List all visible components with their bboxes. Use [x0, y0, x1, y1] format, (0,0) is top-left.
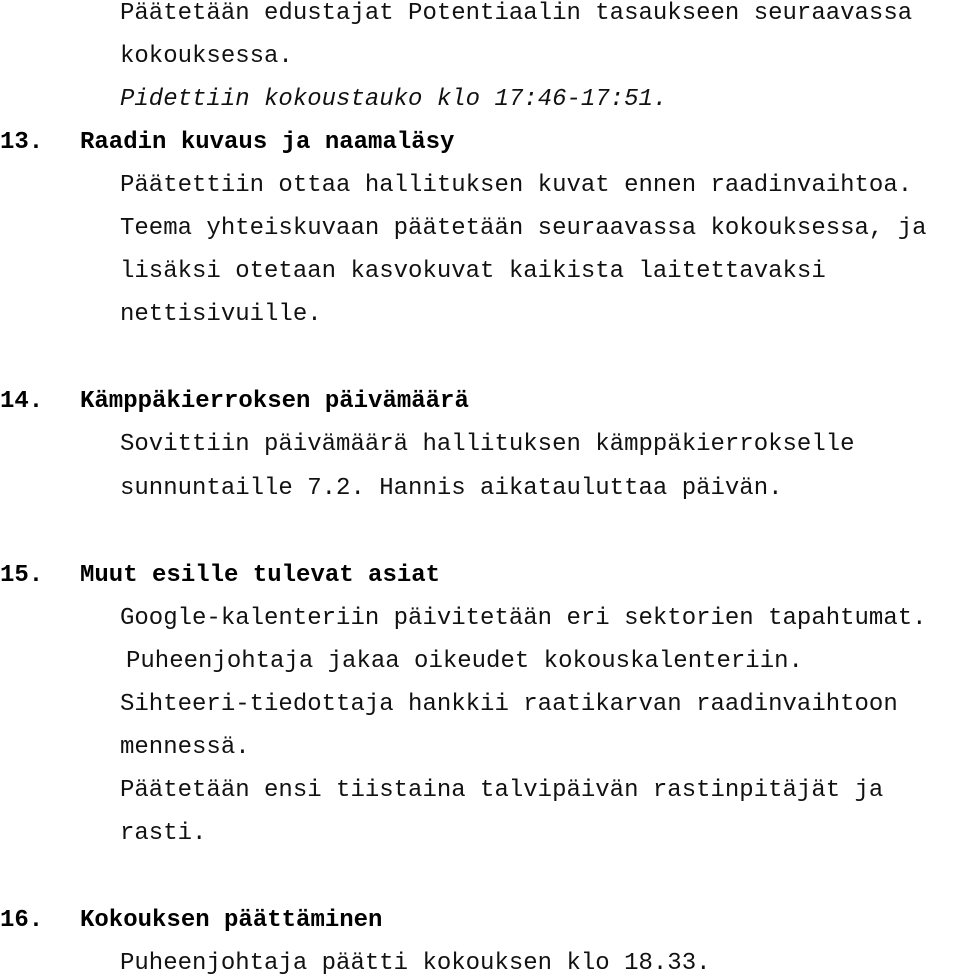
section-line: Puheenjohtaja päätti kokouksen klo 18.33.	[120, 950, 711, 977]
section-title: Raadin kuvaus ja naamaläsy	[80, 129, 455, 156]
section-heading-14	[0, 388, 469, 416]
section-number: 14.	[0, 388, 44, 415]
section-line: Sihteeri-tiedottaja hankkii raatikarvan raadinvaihtoon	[120, 691, 898, 718]
section-line: Google-kalenteriin päivitetään eri sektorien tapahtumat.	[120, 605, 927, 632]
section-line: sunnuntaille 7.2. Hannis aikatauluttaa päivän.	[120, 475, 783, 502]
section-line: lisäksi otetaan kasvokuvat kaikista laitettavaksi	[120, 258, 826, 285]
section-line: Päätetään ensi tiistaina talvipäivän rastinpitäjät ja	[120, 777, 884, 804]
intro-line: kokouksessa.	[120, 43, 293, 70]
section-heading-16	[0, 907, 382, 935]
section-number: 15.	[0, 562, 44, 589]
section-line: nettisivuille.	[120, 301, 322, 328]
section-line: Teema yhteiskuvaan päätetään seuraavassa kokouksessa, ja	[120, 215, 927, 242]
section-title: Kämppäkierroksen päivämäärä	[80, 388, 469, 415]
section-heading-15	[0, 562, 440, 590]
section-line: mennessä.	[120, 734, 250, 761]
section-line: rasti.	[120, 820, 207, 847]
section-title: Kokouksen päättäminen	[80, 907, 383, 934]
section-line: Puheenjohtaja jakaa oikeudet kokouskalenteriin.	[126, 648, 803, 675]
section-line: Päätettiin ottaa hallituksen kuvat ennen raadinvaihtoa.	[120, 172, 913, 199]
section-line: Sovittiin päivämäärä hallituksen kämppäkierrokselle	[120, 431, 855, 458]
recess-note: Pidettiin kokoustauko klo 17:46-17:51.	[120, 86, 668, 113]
intro-line: Päätetään edustajat Potentiaalin tasaukseen seuraavassa	[120, 0, 913, 27]
section-number: 16.	[0, 907, 44, 934]
section-heading-13	[0, 129, 454, 157]
section-title: Muut esille tulevat asiat	[80, 562, 441, 589]
section-number: 13.	[0, 129, 44, 156]
